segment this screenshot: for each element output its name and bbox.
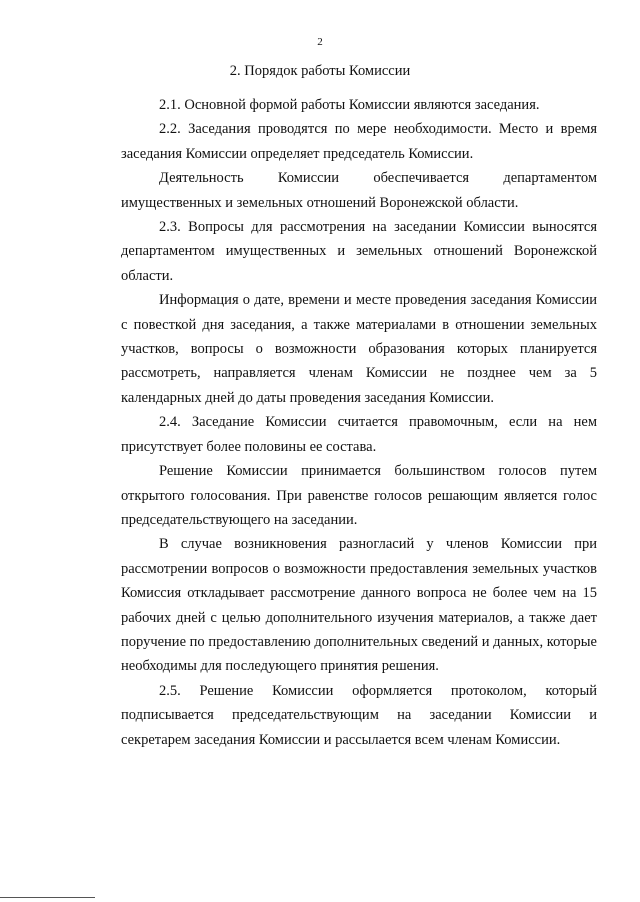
paragraph-information: Информация о дате, времени и месте проведения заседания Комиссии с повесткой дня заседания, а также материалами в отношении земельных участков, вопросы о возможности образования которых планируется рассмотреть, направляется членам Комиссии не позднее чем за 5 календарных дней до даты проведения заседания Комиссии. — [121, 292, 597, 406]
section-heading: 2. Порядок работы Комиссии — [229, 63, 411, 79]
paragraph-2-4: 2.4. Заседание Комиссии считается правомочным, если на нем присутствует более половины ее состава. — [121, 414, 597, 455]
paragraph-2-3: 2.3. Вопросы для рассмотрения на заседании Комиссии выносятся департаментом имущественных и земельных отношений Воронежской области. — [121, 219, 597, 284]
bottom-edge-line — [0, 897, 95, 898]
paragraph-2-2: 2.2. Заседания проводятся по мере необходимости. Место и время заседания Комиссии определяет председатель Комиссии. — [121, 121, 597, 162]
paragraph-2-1: 2.1. Основной формой работы Комиссии являются заседания. — [159, 97, 540, 113]
paragraph-decision: Решение Комиссии принимается большинством голосов путем открытого голосования. При равенстве голосов решающим является голос председательствующего на заседании. — [121, 463, 597, 528]
paragraph-activity: Деятельность Комиссии обеспечивается департаментом имущественных и земельных отношений Воронежской области. — [121, 170, 597, 211]
document-body — [121, 93, 597, 752]
paragraph-disagreement: В случае возникновения разногласий у членов Комиссии при рассмотрении вопросов о возможности предоставления земельных участков Комиссия откладывает рассмотрение данного вопроса не более чем на 15 рабочих дней с целью дополнительного изучения материалов, а также дает поручение по предоставлению дополнительных сведений и данных, которые необходимы для последующего принятия решения. — [121, 536, 597, 675]
page-number: 2 — [317, 36, 323, 48]
paragraph-2-5: 2.5. Решение Комиссии оформляется протоколом, который подписывается председательствующим на заседании Комиссии и секретарем заседания Комиссии и рассылается всем членам Комиссии. — [121, 682, 597, 748]
